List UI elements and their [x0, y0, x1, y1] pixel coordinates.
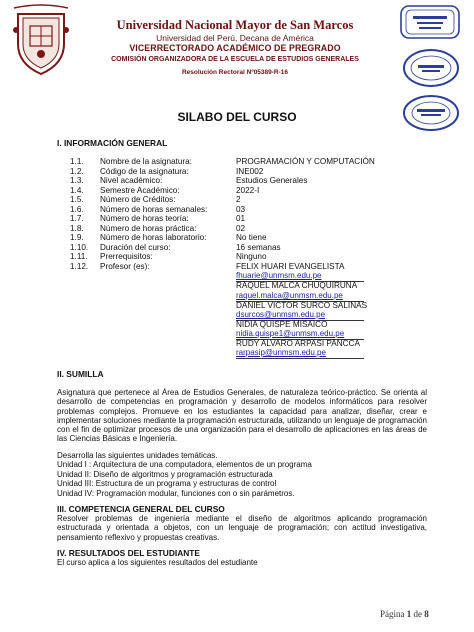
unit-item: Unidad II: Diseño de algoritmos y programación estructurada	[57, 469, 273, 479]
sumilla-paragraph: Asignatura que pertenece al Área de Estudios Generales, de naturaleza teórico-práctico. Se orienta al desarrollo de competencias en programación y desarrollo de modelos informáticos para resolver problemas complejos. Promueve en los estudiantes la capacidad para analizar, diseñar, crear e implementar soluciones mediante la programación estructurada, utilizando un lenguaje de programación con el fin de optimizar procesos de una organización para el desarrollo de aplicaciones en las áreas de las Ciencias Básicas e Ingeniería.	[57, 388, 427, 444]
page-number	[380, 609, 429, 619]
info-label: Prerrequisitos:	[100, 252, 153, 261]
info-label: Número de horas teoría:	[100, 214, 189, 223]
info-num: 1.7.	[70, 214, 84, 223]
info-label: Código de la asignatura:	[100, 166, 189, 176]
vicerrectorado-heading: VICERRECTORADO ACADÉMICO DE PREGRADO	[129, 43, 341, 53]
info-label: Número de horas práctica:	[100, 223, 197, 233]
info-num: 1.9.	[70, 233, 84, 242]
info-num: 1.1.	[70, 157, 84, 166]
professor-email-link[interactable]: fhuarie@unmsm.edu.pe	[236, 271, 322, 280]
info-label: Profesor (es):	[100, 261, 150, 271]
info-num: 1.3.	[70, 176, 84, 185]
professor-name: FELIX HUARI EVANGELISTA	[236, 261, 345, 271]
professor-email-link[interactable]: nidia.quispe1@unmsm.edu.pe	[236, 329, 345, 338]
info-label: Nivel académico:	[100, 176, 163, 185]
info-label: Nombre de la asignatura:	[100, 157, 192, 166]
current-page: 1	[406, 609, 412, 619]
document-title: SILABO DEL CURSO	[177, 110, 297, 124]
total-pages: 8	[424, 609, 429, 619]
info-num: 1.6.	[70, 204, 84, 214]
info-num: 1.2.	[70, 166, 84, 176]
faculty-seal-icon	[400, 48, 462, 88]
info-value: Ninguno	[236, 252, 267, 261]
official-stamp-icon	[397, 4, 463, 40]
info-num: 1.8.	[70, 223, 84, 233]
university-name: Universidad Nacional Mayor de San Marcos	[116, 18, 354, 32]
units-intro: Desarrolla las siguientes unidades temáticas.	[57, 451, 218, 460]
info-num: 1.5.	[70, 195, 84, 204]
info-num: 1.12.	[70, 261, 89, 271]
professor-email-link[interactable]: raquel.malca@unmsm.edu.pe	[236, 291, 343, 300]
section-heading-sumilla: II. SUMILLA	[57, 369, 104, 379]
info-value: 03	[236, 204, 246, 214]
info-label: Número de horas semanales:	[100, 204, 208, 214]
info-label: Número de Créditos:	[100, 195, 176, 204]
professor-name: DANIEL VICTOR SURCO SALINAS	[236, 300, 368, 310]
unit-item: Unidad IV: Programación modular, funciones con o sin parámetros.	[57, 488, 295, 498]
professor-name: NIDIA QUISPE MISAICO	[236, 319, 328, 329]
info-label: Semestre Académico:	[100, 185, 180, 195]
unit-item: Unidad III: Estructura de un programa y estructuras de control	[57, 479, 277, 488]
info-value: 01	[236, 214, 246, 223]
info-value: 16 semanas	[236, 242, 281, 252]
section-heading-competencia: III. COMPETENCIA GENERAL DEL CURSO	[57, 504, 225, 514]
info-value: No tiene	[236, 233, 267, 242]
unit-item: Unidad I : Arquitectura de una computadora, elementos de un programa	[57, 460, 312, 469]
info-num: 1.4.	[70, 185, 84, 195]
competencia-paragraph: Resolver problemas de ingeniería mediante el diseño de algoritmos aplicando programación estructurada y orientada a objetos, con un lenguaje de programación; con actitud investigativa, pensamiento reflexivo y propuestas creativas.	[57, 514, 427, 542]
info-label: Duración del curso:	[100, 242, 171, 252]
info-value: INE002	[236, 166, 264, 176]
info-value: 2022-I	[236, 185, 260, 195]
page-of: de	[413, 609, 422, 619]
professor-email-link[interactable]: dsurcos@unmsm.edu.pe	[236, 310, 326, 319]
comision-heading: COMISIÓN ORGANIZADORA DE LA ESCUELA DE ESTUDIOS GENERALES	[111, 56, 359, 63]
professor-name: RUDY ALVARO ARPASI PANCCA	[236, 338, 360, 348]
professor-email-link[interactable]: rarpasip@unmsm.edu.pe	[236, 348, 326, 357]
resultados-paragraph: El curso aplica a los siguientes resultados del estudiante	[57, 558, 258, 567]
info-num: 1.10.	[70, 242, 89, 252]
info-value: 02	[236, 223, 246, 233]
info-value: 2	[236, 195, 241, 204]
divider	[236, 358, 364, 359]
info-num: 1.11.	[70, 252, 88, 261]
section-heading-resultados: IV. RESULTADOS DEL ESTUDIANTE	[57, 548, 201, 558]
section-heading-informacion-general: I. INFORMACIÓN GENERAL	[57, 138, 168, 148]
professor-name: RAQUEL MALCA CHUQUIRUNA	[236, 281, 358, 290]
resolucion-rectoral: Resolución Rectoral Nº05389-R-16	[181, 69, 289, 76]
info-label: Número de horas laboratorio:	[100, 233, 207, 242]
university-coat-of-arms-icon	[10, 4, 72, 76]
university-subtitle: Universidad del Perú, Decana de América	[156, 33, 314, 43]
info-value: Estudios Generales	[236, 176, 308, 185]
info-value: PROGRAMACIÓN Y COMPUTACIÓN	[236, 157, 375, 166]
page-prefix: Página	[380, 609, 405, 619]
